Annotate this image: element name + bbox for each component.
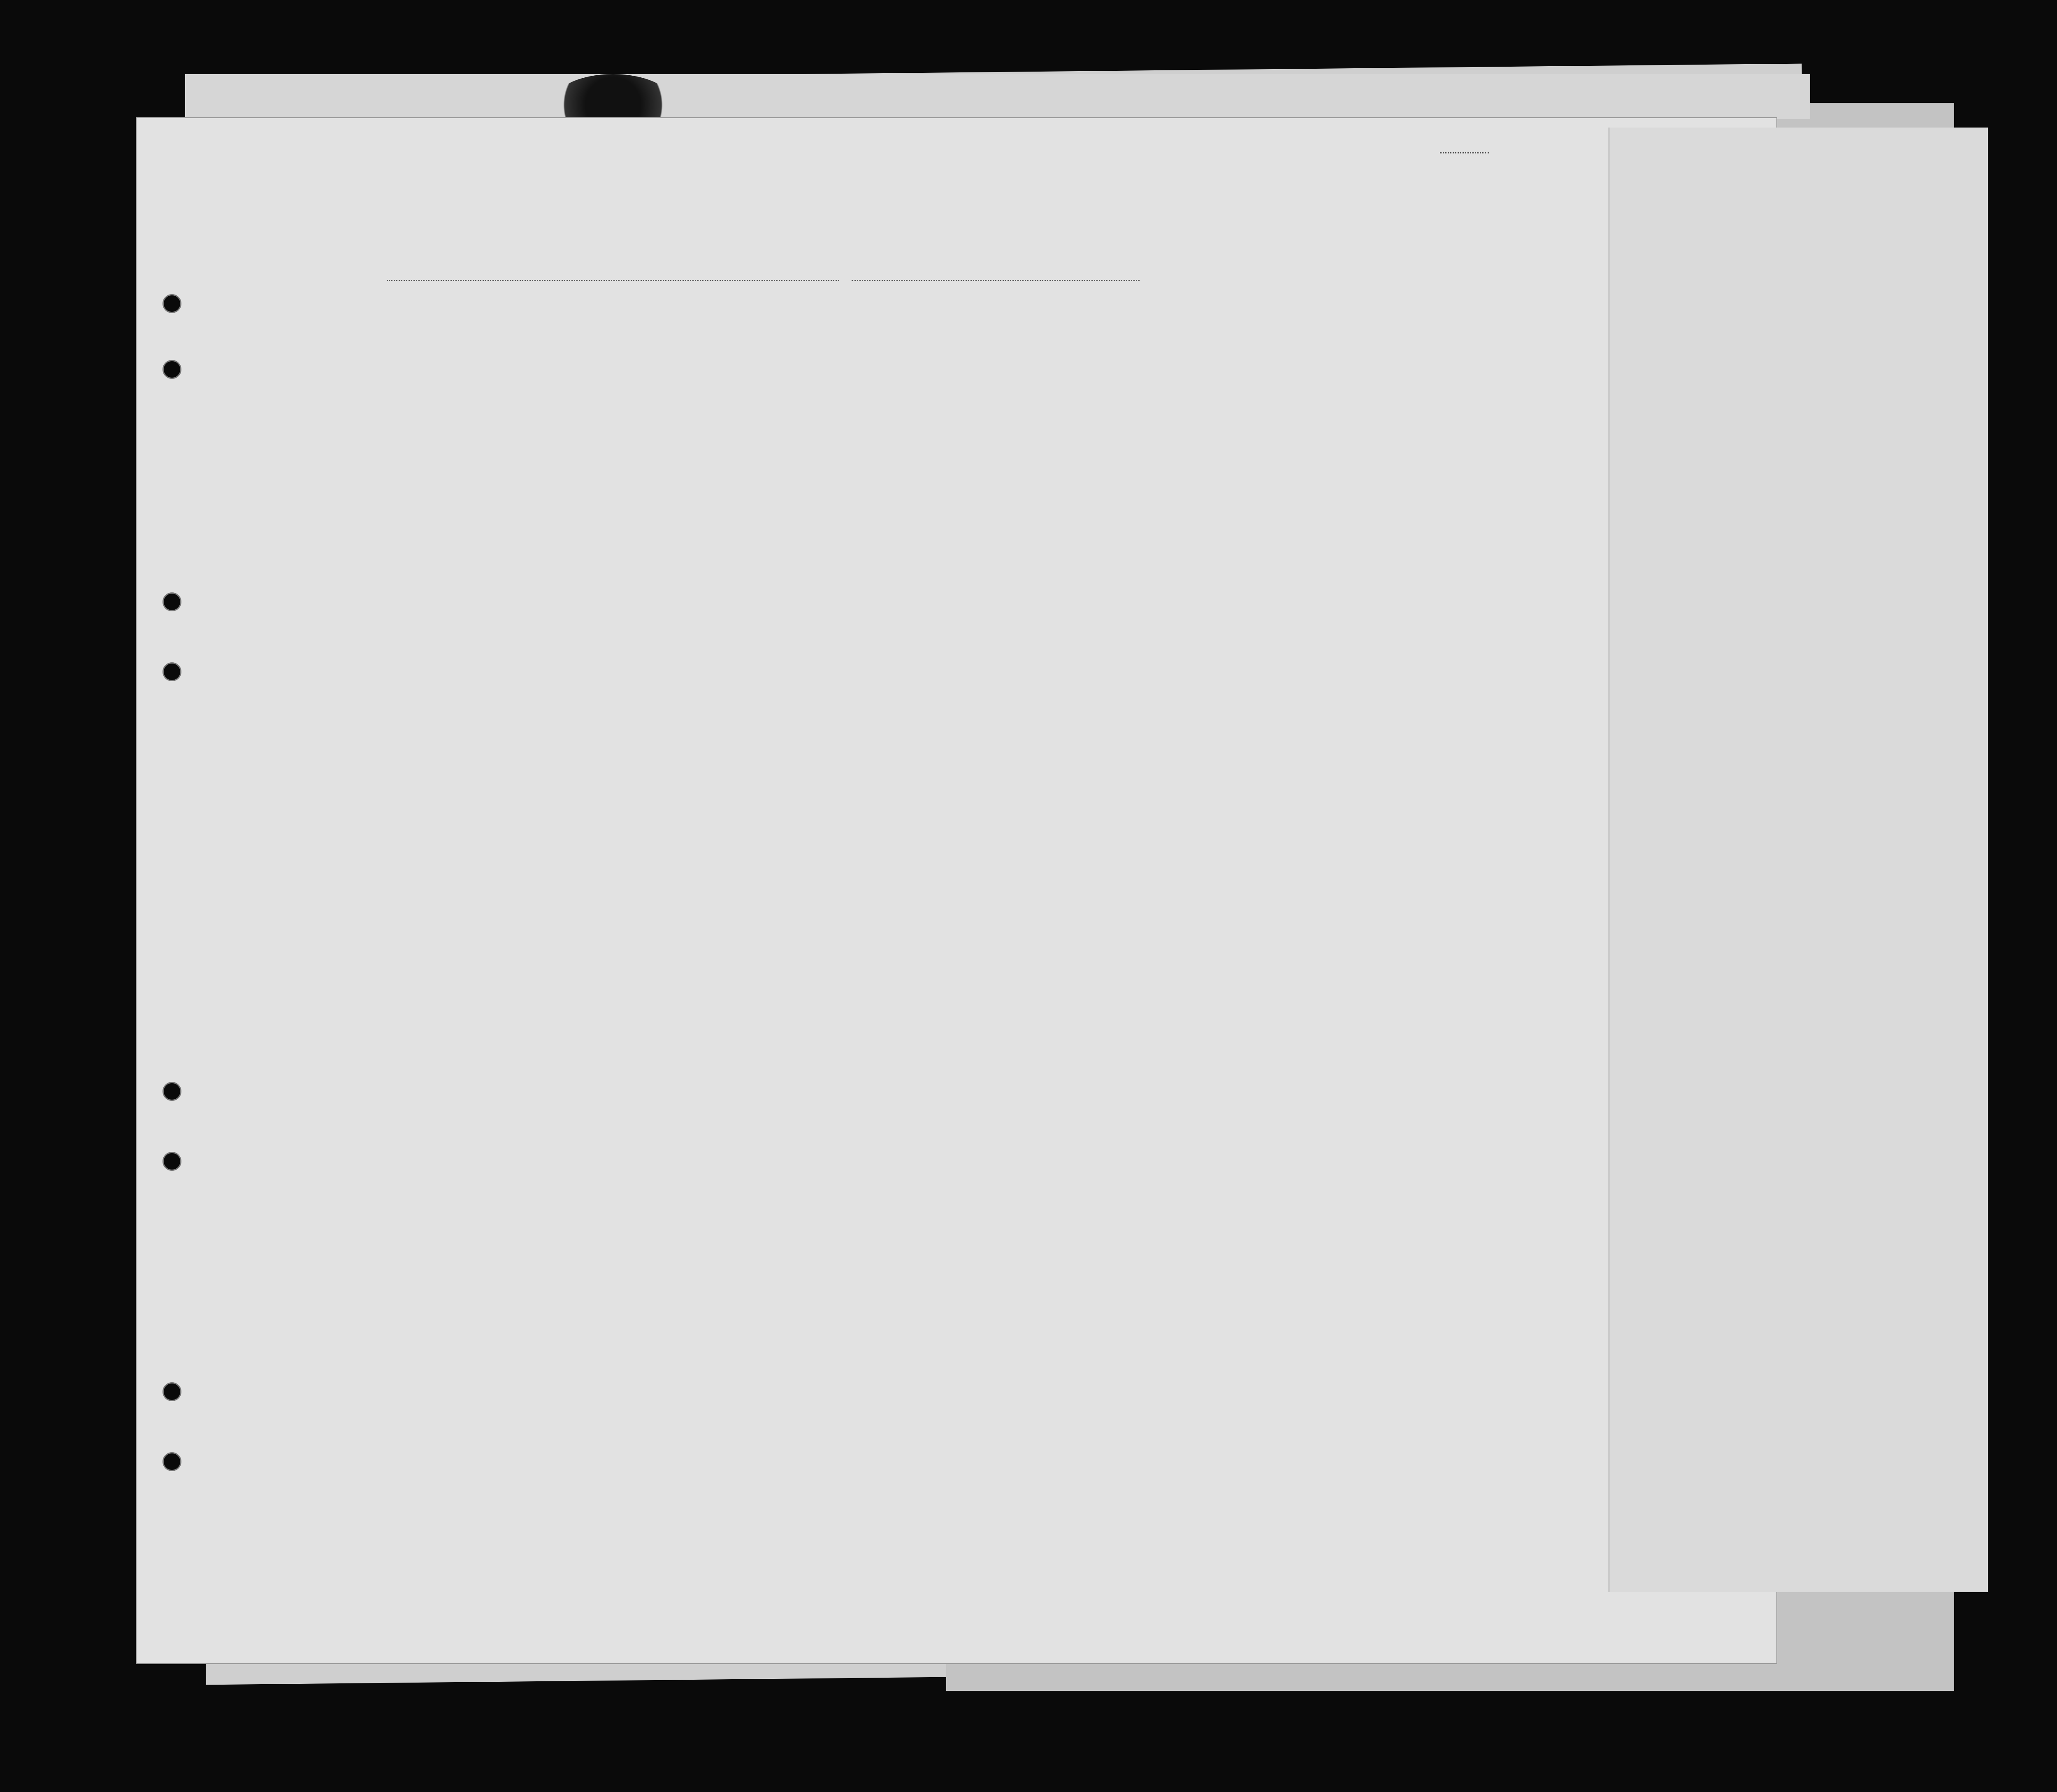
list-line (1440, 152, 1489, 153)
punch-hole (163, 1082, 181, 1101)
punch-hole (163, 360, 181, 379)
date-line (852, 280, 1140, 281)
punch-hole (163, 294, 181, 313)
punch-hole (163, 1452, 181, 1471)
port-line (387, 280, 839, 281)
manifest-table (136, 288, 1946, 1539)
punch-hole (163, 592, 181, 611)
punch-hole (163, 1382, 181, 1401)
punch-hole (163, 1152, 181, 1171)
crew-manifest-strip (185, 74, 1810, 119)
punch-hole (163, 662, 181, 681)
